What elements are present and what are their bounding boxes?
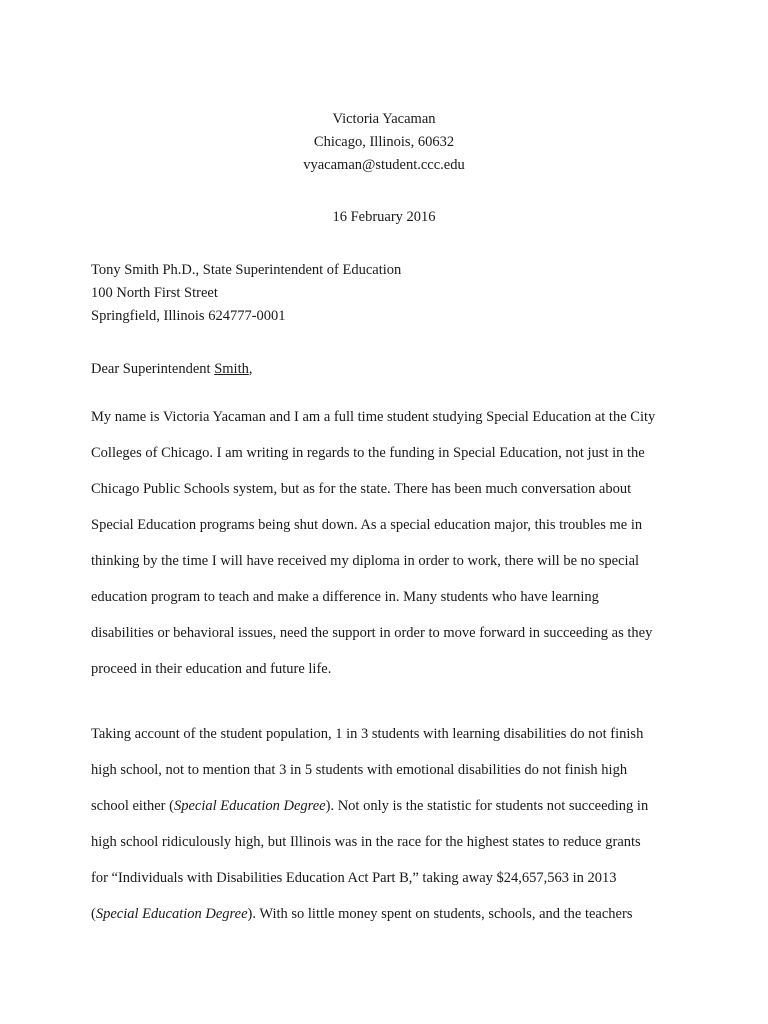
line-text: ). Not only is the statistic for students not succeeding in xyxy=(325,798,649,814)
line-text: ). With so little money spent on students, schools, and the teachers xyxy=(247,906,633,922)
body-paragraph-1 xyxy=(91,406,691,694)
recipient-block xyxy=(91,259,401,328)
paragraph-line: for “Individuals with Disabilities Education Act Part B,” taking away $24,657,563 in 2013 xyxy=(91,870,617,886)
paragraph-line: high school ridiculously high, but Illinois was in the race for the highest states to reduce grants xyxy=(91,834,641,850)
paragraph-line: My name is Victoria Yacaman and I am a full time student studying Special Education at the City xyxy=(91,409,656,425)
line-text: school either ( xyxy=(91,798,174,814)
paragraph-line: proceed in their education and future life. xyxy=(91,661,332,677)
paragraph-line: disabilities or behavioral issues, need the support in order to move forward in succeeding as they xyxy=(91,625,653,641)
paragraph-line: education program to teach and make a difference in. Many students who have learning xyxy=(91,589,599,605)
paragraph-line: Chicago Public Schools system, but as for the state. There has been much conversation about xyxy=(91,481,632,497)
recipient-name-title: Tony Smith Ph.D., State Superintendent of Education xyxy=(91,262,402,278)
salutation-suffix: , xyxy=(248,361,253,377)
salutation xyxy=(91,358,253,381)
line-text: ( xyxy=(91,906,96,922)
sender-city: Chicago, Illinois, 60632 xyxy=(313,134,455,150)
paragraph-line: thinking by the time I will have received my diploma in order to work, there will be no special xyxy=(91,553,640,569)
sender-block xyxy=(0,108,768,177)
paragraph-line xyxy=(91,903,691,939)
citation: Special Education Degree xyxy=(173,798,326,814)
paragraph-line xyxy=(91,795,691,831)
paragraph-line: Colleges of Chicago. I am writing in regards to the funding in Special Education, not just in the xyxy=(91,445,645,461)
recipient-street: 100 North First Street xyxy=(91,285,218,301)
paragraph-line: high school, not to mention that 3 in 5 students with emotional disabilities do not finish high xyxy=(91,762,628,778)
salutation-name: Smith xyxy=(214,361,249,377)
sender-name: Victoria Yacaman xyxy=(332,111,436,127)
letter-date: 16 February 2016 xyxy=(332,209,436,225)
recipient-city: Springfield, Illinois 624777-0001 xyxy=(91,308,286,324)
paragraph-line: Taking account of the student population, 1 in 3 students with learning disabilities do not finish xyxy=(91,726,644,742)
body-paragraph-2 xyxy=(91,723,691,939)
paragraph-line: Special Education programs being shut down. As a special education major, this troubles me in xyxy=(91,517,643,533)
salutation-prefix: Dear Superintendent xyxy=(91,361,215,377)
citation: Special Education Degree xyxy=(95,906,248,922)
sender-email: vyacaman@student.ccc.edu xyxy=(303,157,465,173)
